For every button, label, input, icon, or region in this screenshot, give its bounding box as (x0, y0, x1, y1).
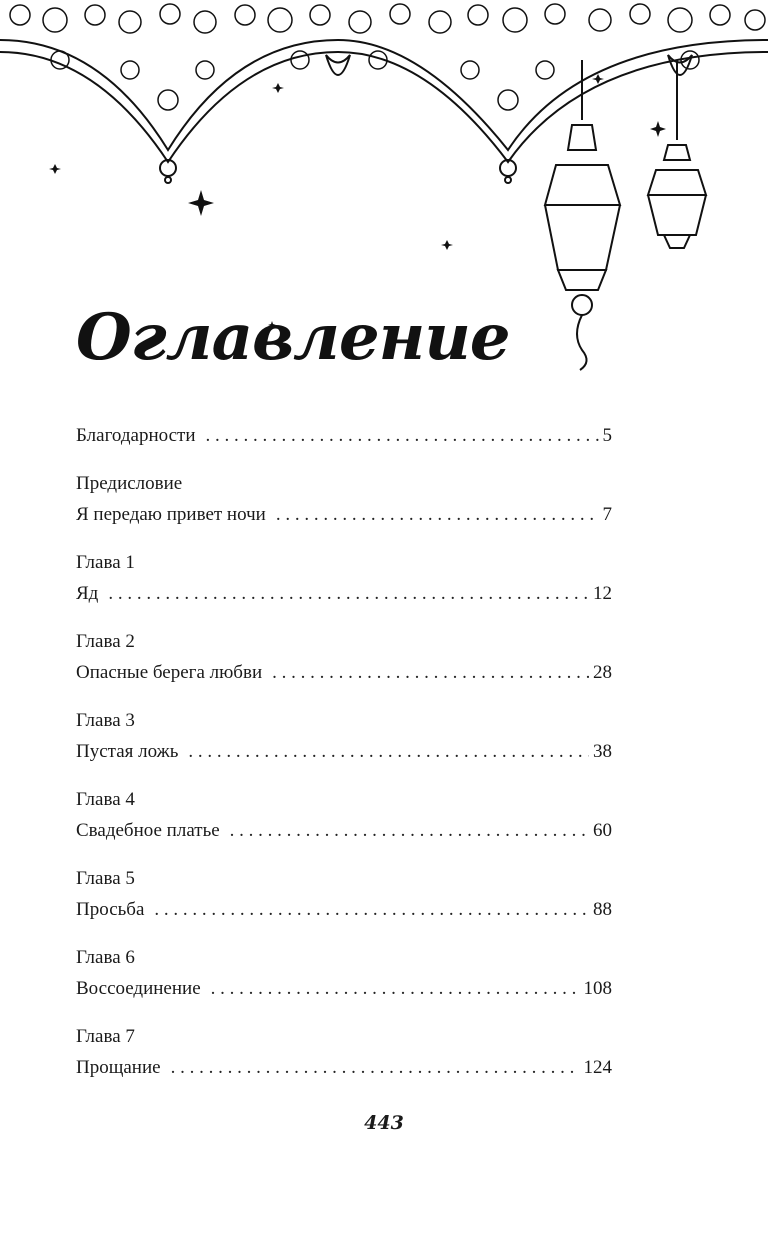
toc-section-heading: Предисловие (76, 473, 183, 494)
page-number: 443 (364, 1112, 404, 1134)
toc-section-heading: Глава 1 (76, 552, 135, 573)
toc-group (76, 1021, 612, 1083)
toc-page-number: 5 (602, 425, 612, 446)
toc-section-heading: Глава 2 (76, 631, 135, 652)
toc-page-number: 7 (602, 504, 612, 525)
dot-leader (230, 815, 589, 846)
toc-entry-title: Воссоединение (76, 978, 201, 999)
toc-entry-title: Я передаю привет ночи (76, 504, 266, 525)
toc-section-heading: Глава 4 (76, 789, 135, 810)
dot-leader (108, 578, 589, 609)
toc-group (76, 547, 612, 609)
dot-leader (276, 499, 599, 530)
toc-section-heading: Глава 7 (76, 1026, 135, 1047)
toc-entry-title: Пустая ложь (76, 741, 179, 762)
dot-leader (211, 973, 580, 1004)
toc-page-number: 28 (593, 662, 612, 683)
toc-section-heading: Глава 3 (76, 710, 135, 731)
toc-group (76, 420, 612, 451)
toc-entry[interactable] (76, 973, 612, 1004)
toc-entry-title: Опасные берега любви (76, 662, 263, 683)
toc-entry[interactable] (76, 578, 612, 609)
toc-section-heading: Глава 6 (76, 947, 135, 968)
dot-leader (272, 657, 589, 688)
toc-entry-title: Просьба (76, 899, 145, 920)
page-title: Оглавление (76, 300, 510, 375)
toc-group (76, 468, 612, 530)
toc-group (76, 942, 612, 1004)
toc-entry-title: Благодарности (76, 425, 196, 446)
toc-page-number: 124 (583, 1057, 612, 1078)
toc-page-number: 60 (593, 820, 612, 841)
toc-entry[interactable] (76, 815, 612, 846)
toc-entry-title: Свадебное платье (76, 820, 220, 841)
dot-leader (154, 894, 589, 925)
table-of-contents (76, 420, 612, 1100)
dot-leader (206, 420, 599, 451)
toc-section-heading: Глава 5 (76, 868, 135, 889)
toc-entry[interactable] (76, 1052, 612, 1083)
toc-group (76, 784, 612, 846)
toc-group (76, 626, 612, 688)
toc-page-number: 108 (583, 978, 612, 999)
toc-page-number: 38 (593, 741, 612, 762)
toc-entry-title: Яд (76, 583, 99, 604)
toc-entry-title: Прощание (76, 1057, 161, 1078)
toc-entry[interactable] (76, 894, 612, 925)
toc-group (76, 705, 612, 767)
toc-entry[interactable] (76, 657, 612, 688)
toc-group (76, 863, 612, 925)
dot-leader (188, 736, 589, 767)
toc-page-number: 12 (593, 583, 612, 604)
dot-leader (171, 1052, 580, 1083)
toc-entry[interactable] (76, 420, 612, 451)
toc-entry[interactable] (76, 499, 612, 530)
toc-page-number: 88 (593, 899, 612, 920)
toc-entry[interactable] (76, 736, 612, 767)
